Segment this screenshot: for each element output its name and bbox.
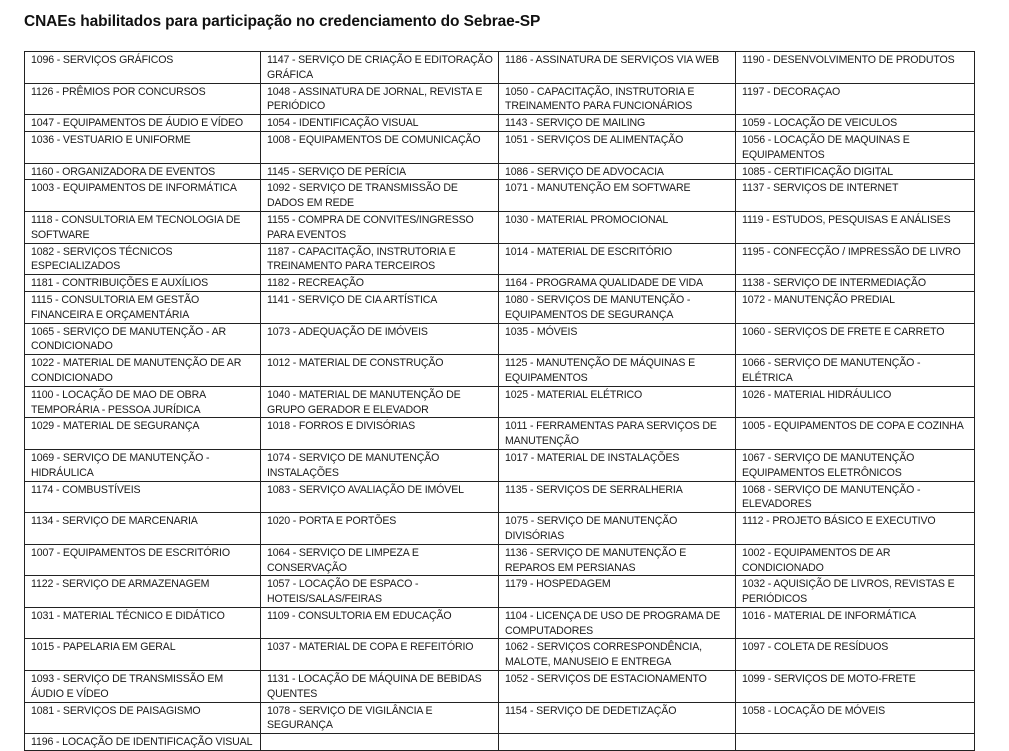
cnae-cell: 1029 - MATERIAL DE SEGURANÇA: [25, 418, 261, 450]
cnae-cell: 1011 - FERRAMENTAS PARA SERVIÇOS DE MANUTENÇÃO: [499, 418, 736, 450]
cnae-cell: 1062 - SERVIÇOS CORRESPONDÊNCIA, MALOTE, MANUSEIO E ENTREGA: [499, 639, 736, 671]
cnae-cell: 1100 - LOCAÇÃO DE MAO DE OBRA TEMPORÁRIA - PESSOA JURÍDICA: [25, 386, 261, 418]
cnae-cell: 1112 - PROJETO BÁSICO E EXECUTIVO: [736, 513, 975, 545]
cnae-cell: 1007 - EQUIPAMENTOS DE ESCRITÓRIO: [25, 544, 261, 576]
table-row: [25, 291, 975, 323]
cnae-cell: 1036 - VESTUARIO E UNIFORME: [25, 131, 261, 163]
table-row: [25, 163, 975, 180]
table-row: [25, 576, 975, 608]
cnae-cell: 1037 - MATERIAL DE COPA E REFEITÓRIO: [261, 639, 499, 671]
cnae-cell: 1047 - EQUIPAMENTOS DE ÁUDIO E VÍDEO: [25, 115, 261, 132]
cnae-cell: 1018 - FORROS E DIVISÓRIAS: [261, 418, 499, 450]
cnae-cell: 1012 - MATERIAL DE CONSTRUÇÃO: [261, 355, 499, 387]
table-row: [25, 639, 975, 671]
cnae-cell: [499, 734, 736, 751]
cnae-cell: 1032 - AQUISIÇÃO DE LIVROS, REVISTAS E PERIÓDICOS: [736, 576, 975, 608]
cnae-cell: 1145 - SERVIÇO DE PERÍCIA: [261, 163, 499, 180]
cnae-cell: 1022 - MATERIAL DE MANUTENÇÃO DE AR CONDICIONADO: [25, 355, 261, 387]
cnae-cell: 1134 - SERVIÇO DE MARCENARIA: [25, 513, 261, 545]
cnae-cell: 1056 - LOCAÇÃO DE MAQUINAS E EQUIPAMENTOS: [736, 131, 975, 163]
table-row: [25, 323, 975, 355]
cnae-cell: 1002 - EQUIPAMENTOS DE AR CONDICIONADO: [736, 544, 975, 576]
table-row: [25, 481, 975, 513]
cnae-cell: 1015 - PAPELARIA EM GERAL: [25, 639, 261, 671]
cnae-cell: 1078 - SERVIÇO DE VIGILÂNCIA E SEGURANÇA: [261, 702, 499, 734]
cnae-cell: 1136 - SERVIÇO DE MANUTENÇÃO E REPAROS EM PERSIANAS: [499, 544, 736, 576]
cnae-cell: 1075 - SERVIÇO DE MANUTENÇÃO DIVISÓRIAS: [499, 513, 736, 545]
cnae-cell: [261, 734, 499, 751]
cnae-cell: 1031 - MATERIAL TÉCNICO E DIDÁTICO: [25, 607, 261, 639]
cnae-cell: 1137 - SERVIÇOS DE INTERNET: [736, 180, 975, 212]
cnae-cell: 1160 - ORGANIZADORA DE EVENTOS: [25, 163, 261, 180]
table-row: [25, 275, 975, 292]
cnae-cell: 1190 - DESENVOLVIMENTO DE PRODUTOS: [736, 52, 975, 84]
cnae-cell: 1174 - COMBUSTÍVEIS: [25, 481, 261, 513]
cnae-cell: 1030 - MATERIAL PROMOCIONAL: [499, 211, 736, 243]
cnae-cell: 1155 - COMPRA DE CONVITES/INGRESSO PARA EVENTOS: [261, 211, 499, 243]
cnae-cell: 1017 - MATERIAL DE INSTALAÇÕES: [499, 449, 736, 481]
cnae-cell: 1143 - SERVIÇO DE MAILING: [499, 115, 736, 132]
cnae-cell: 1122 - SERVIÇO DE ARMAZENAGEM: [25, 576, 261, 608]
cnae-cell: 1074 - SERVIÇO DE MANUTENÇÃO INSTALAÇÕES: [261, 449, 499, 481]
cnae-cell: 1083 - SERVIÇO AVALIAÇÃO DE IMÓVEL: [261, 481, 499, 513]
cnae-cell: 1119 - ESTUDOS, PESQUISAS E ANÁLISES: [736, 211, 975, 243]
table-row: [25, 449, 975, 481]
cnae-cell: 1057 - LOCAÇÃO DE ESPACO - HOTEIS/SALAS/FEIRAS: [261, 576, 499, 608]
cnae-cell: 1016 - MATERIAL DE INFORMÁTICA: [736, 607, 975, 639]
cnae-cell: 1096 - SERVIÇOS GRÁFICOS: [25, 52, 261, 84]
cnae-cell: 1082 - SERVIÇOS TÉCNICOS ESPECIALIZADOS: [25, 243, 261, 275]
cnae-cell: 1195 - CONFECÇÃO / IMPRESSÃO DE LIVRO: [736, 243, 975, 275]
table-row: [25, 702, 975, 734]
cnae-cell: 1058 - LOCAÇÃO DE MÓVEIS: [736, 702, 975, 734]
cnae-cell: 1048 - ASSINATURA DE JORNAL, REVISTA E PERIÓDICO: [261, 83, 499, 115]
cnae-cell: 1060 - SERVIÇOS DE FRETE E CARRETO: [736, 323, 975, 355]
cnae-cell: 1068 - SERVIÇO DE MANUTENÇÃO - ELEVADORES: [736, 481, 975, 513]
cnae-cell: 1092 - SERVIÇO DE TRANSMISSÃO DE DADOS EM REDE: [261, 180, 499, 212]
cnae-cell: 1064 - SERVIÇO DE LIMPEZA E CONSERVAÇÃO: [261, 544, 499, 576]
cnae-cell: 1072 - MANUTENÇÃO PREDIAL: [736, 291, 975, 323]
table-row: [25, 180, 975, 212]
cnae-cell: 1005 - EQUIPAMENTOS DE COPA E COZINHA: [736, 418, 975, 450]
cnae-cell: 1052 - SERVIÇOS DE ESTACIONAMENTO: [499, 671, 736, 703]
cnae-cell: 1182 - RECREAÇÃO: [261, 275, 499, 292]
table-row: [25, 418, 975, 450]
cnae-cell: 1197 - DECORAÇAO: [736, 83, 975, 115]
table-row: [25, 355, 975, 387]
cnae-cell: 1014 - MATERIAL DE ESCRITÓRIO: [499, 243, 736, 275]
cnae-cell: 1187 - CAPACITAÇÃO, INSTRUTORIA E TREINAMENTO PARA TERCEIROS: [261, 243, 499, 275]
cnae-cell: 1131 - LOCAÇÃO DE MÁQUINA DE BEBIDAS QUENTES: [261, 671, 499, 703]
cnae-cell: 1085 - CERTIFICAÇÃO DIGITAL: [736, 163, 975, 180]
cnae-cell: 1154 - SERVIÇO DE DEDETIZAÇÃO: [499, 702, 736, 734]
cnae-cell: 1196 - LOCAÇÃO DE IDENTIFICAÇÃO VISUAL: [25, 734, 261, 751]
cnae-cell: 1003 - EQUIPAMENTOS DE INFORMÁTICA: [25, 180, 261, 212]
cnae-cell: 1093 - SERVIÇO DE TRANSMISSÃO EM ÁUDIO E VÍDEO: [25, 671, 261, 703]
cnae-cell: 1109 - CONSULTORIA EM EDUCAÇÃO: [261, 607, 499, 639]
table-row: [25, 386, 975, 418]
cnae-cell: 1069 - SERVIÇO DE MANUTENÇÃO - HIDRÁULICA: [25, 449, 261, 481]
cnae-cell: 1040 - MATERIAL DE MANUTENÇÃO DE GRUPO GERADOR E ELEVADOR: [261, 386, 499, 418]
cnae-cell: 1181 - CONTRIBUIÇÕES E AUXÍLIOS: [25, 275, 261, 292]
table-row: [25, 52, 975, 84]
cnae-cell: 1147 - SERVIÇO DE CRIAÇÃO E EDITORAÇÃO GRÁFICA: [261, 52, 499, 84]
cnae-cell: 1135 - SERVIÇOS DE SERRALHERIA: [499, 481, 736, 513]
table-row: [25, 734, 975, 751]
table-row: [25, 243, 975, 275]
table-row: [25, 211, 975, 243]
cnae-cell: 1059 - LOCAÇÃO DE VEICULOS: [736, 115, 975, 132]
document-title: CNAEs habilitados para participação no credenciamento do Sebrae-SP: [24, 13, 541, 30]
cnae-cell: 1051 - SERVIÇOS DE ALIMENTAÇÃO: [499, 131, 736, 163]
cnae-cell: 1097 - COLETA DE RESÍDUOS: [736, 639, 975, 671]
table-row: [25, 131, 975, 163]
table-row: [25, 544, 975, 576]
cnae-cell: 1067 - SERVIÇO DE MANUTENÇÃO EQUIPAMENTOS ELETRÔNICOS: [736, 449, 975, 481]
cnae-cell: 1115 - CONSULTORIA EM GESTÃO FINANCEIRA E ORÇAMENTÁRIA: [25, 291, 261, 323]
cnae-cell: 1054 - IDENTIFICAÇÃO VISUAL: [261, 115, 499, 132]
cnae-cell: 1025 - MATERIAL ELÉTRICO: [499, 386, 736, 418]
table-row: [25, 671, 975, 703]
cnae-cell: 1104 - LICENÇA DE USO DE PROGRAMA DE COMPUTADORES: [499, 607, 736, 639]
cnae-cell: 1179 - HOSPEDAGEM: [499, 576, 736, 608]
cnae-cell: [736, 734, 975, 751]
cnae-cell: 1035 - MÓVEIS: [499, 323, 736, 355]
cnae-cell: 1138 - SERVIÇO DE INTERMEDIAÇÃO: [736, 275, 975, 292]
cnae-cell: 1081 - SERVIÇOS DE PAISAGISMO: [25, 702, 261, 734]
cnae-cell: 1126 - PRÊMIOS POR CONCURSOS: [25, 83, 261, 115]
cnae-cell: 1065 - SERVIÇO DE MANUTENÇÃO - AR CONDICIONADO: [25, 323, 261, 355]
cnae-cell: 1118 - CONSULTORIA EM TECNOLOGIA DE SOFTWARE: [25, 211, 261, 243]
cnae-table-body: [25, 52, 975, 751]
cnae-table: [24, 51, 975, 751]
table-row: [25, 83, 975, 115]
cnae-cell: 1050 - CAPACITAÇÃO, INSTRUTORIA E TREINAMENTO PARA FUNCIONÁRIOS: [499, 83, 736, 115]
cnae-cell: 1164 - PROGRAMA QUALIDADE DE VIDA: [499, 275, 736, 292]
cnae-cell: 1008 - EQUIPAMENTOS DE COMUNICAÇÃO: [261, 131, 499, 163]
cnae-cell: 1073 - ADEQUAÇÃO DE IMÓVEIS: [261, 323, 499, 355]
cnae-cell: 1080 - SERVIÇOS DE MANUTENÇÃO - EQUIPAMENTOS DE SEGURANÇA: [499, 291, 736, 323]
cnae-cell: 1141 - SERVIÇO DE CIA ARTÍSTICA: [261, 291, 499, 323]
cnae-cell: 1125 - MANUTENÇÃO DE MÁQUINAS E EQUIPAMENTOS: [499, 355, 736, 387]
cnae-cell: 1099 - SERVIÇOS DE MOTO-FRETE: [736, 671, 975, 703]
table-row: [25, 607, 975, 639]
cnae-cell: 1066 - SERVIÇO DE MANUTENÇÃO - ELÉTRICA: [736, 355, 975, 387]
table-row: [25, 513, 975, 545]
cnae-cell: 1026 - MATERIAL HIDRÁULICO: [736, 386, 975, 418]
cnae-cell: 1020 - PORTA E PORTÕES: [261, 513, 499, 545]
cnae-cell: 1186 - ASSINATURA DE SERVIÇOS VIA WEB: [499, 52, 736, 84]
cnae-cell: 1071 - MANUTENÇÃO EM SOFTWARE: [499, 180, 736, 212]
cnae-cell: 1086 - SERVIÇO DE ADVOCACIA: [499, 163, 736, 180]
table-row: [25, 115, 975, 132]
